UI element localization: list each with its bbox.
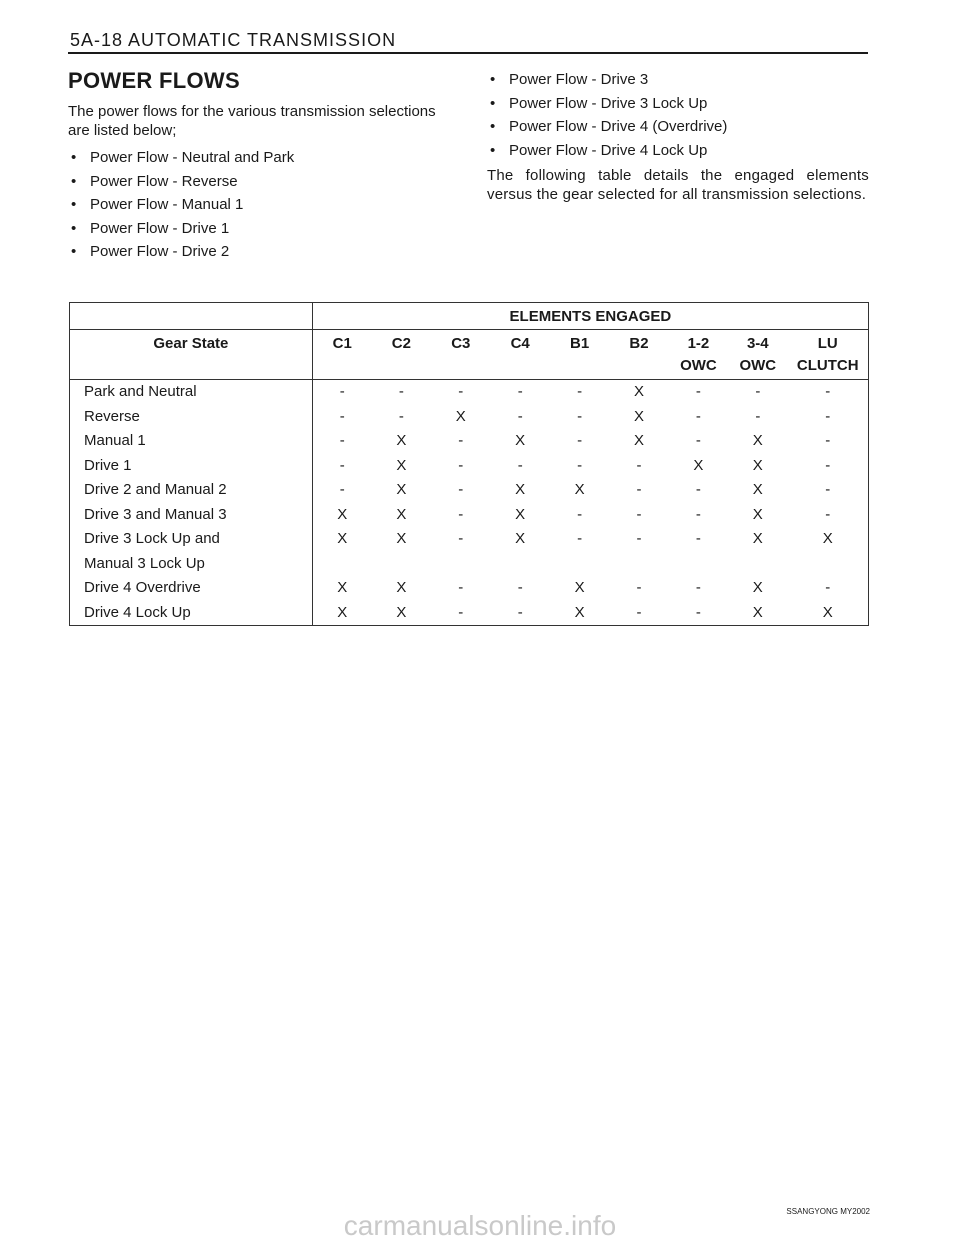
engagement-cell: X — [396, 481, 407, 498]
engagement-cell: X — [633, 407, 644, 425]
engagement-cell: - — [695, 505, 701, 523]
engagement-cell: X — [515, 481, 526, 498]
intro-paragraph: The power flows for the various transmission selections are listed below; — [68, 103, 436, 139]
engagement-cell: - — [695, 579, 701, 596]
engagement-cell: - — [339, 432, 345, 449]
power-flow-list-right — [487, 68, 869, 162]
element-column-header: 1-2 OWC — [680, 335, 717, 374]
engagement-cell: - — [609, 601, 668, 626]
table-row — [70, 601, 869, 626]
engagement-cell: - — [636, 579, 642, 596]
engagement-cell: - — [788, 576, 869, 601]
engagement-cell: - — [490, 601, 549, 626]
table-row — [70, 405, 869, 430]
gear-state-cell: Drive 2 and Manual 2 — [70, 478, 313, 503]
engagement-cell: - — [577, 505, 583, 523]
engagement-cell: - — [431, 601, 490, 626]
engagement-cell: - — [577, 530, 583, 547]
engagement-cell: - — [577, 407, 583, 425]
gear-state-cell: Park and Neutral — [70, 380, 313, 405]
element-column-header: C2 — [391, 335, 411, 352]
engagement-cell: - — [788, 405, 869, 430]
engagement-cell: - — [577, 383, 583, 400]
engagement-cell: - — [695, 481, 701, 498]
page-header-title: 5A-18 AUTOMATIC TRANSMISSION — [70, 30, 397, 50]
engagement-cell: - — [695, 407, 701, 425]
element-column-header: C3 — [451, 335, 471, 352]
power-flow-item: • Power Flow - Drive 3 Lock Up — [487, 92, 869, 116]
engagement-cell: X — [633, 432, 644, 449]
engagement-cell: X — [372, 601, 431, 626]
power-flow-list-left — [68, 146, 458, 264]
engagement-cell: X — [693, 456, 704, 474]
table-row — [70, 380, 869, 405]
power-flow-item: • Power Flow - Drive 4 Lock Up — [487, 139, 869, 163]
engagement-cell: - — [458, 432, 464, 449]
element-column-header: B1 — [570, 335, 590, 352]
engagement-cell: X — [752, 505, 763, 523]
engagement-cell: X — [337, 579, 348, 596]
engagement-cell: - — [458, 505, 464, 523]
power-flow-item: • Power Flow - Drive 2 — [68, 240, 458, 264]
engagement-cell: - — [517, 383, 523, 400]
engagement-cell: - — [517, 456, 523, 474]
element-column-header: LU CLUTCH — [788, 330, 869, 380]
engagement-cell: - — [577, 456, 583, 474]
engagement-cell: - — [517, 407, 523, 425]
engagement-cell: - — [339, 481, 345, 498]
group-header: ELEMENTS ENGAGED — [312, 303, 868, 330]
engagement-cell: X — [752, 456, 763, 474]
gear-state-cell: Drive 3 and Manual 3 — [70, 503, 313, 528]
engagement-cell: - — [458, 456, 464, 474]
engagement-cell: X — [396, 432, 407, 449]
engagement-cell: - — [788, 380, 869, 405]
elements-engaged-table — [69, 302, 869, 626]
engagement-cell: - — [458, 579, 464, 596]
engagement-cell: - — [458, 530, 464, 547]
engagement-cell: X — [515, 530, 526, 547]
engagement-cell: - — [788, 478, 869, 503]
engagement-cell: X — [515, 505, 526, 523]
engagement-cell: X — [337, 530, 348, 547]
engagement-cell: - — [669, 601, 728, 626]
engagement-cell: - — [458, 383, 464, 400]
engagement-cell: X — [752, 432, 763, 449]
engagement-cell: X — [455, 407, 466, 425]
gear-state-cell: Drive 4 Overdrive — [70, 576, 313, 601]
engagement-cell: X — [396, 456, 407, 474]
engagement-cell: - — [788, 429, 869, 454]
table-row — [70, 576, 869, 601]
engagement-cell: X — [633, 383, 644, 400]
element-column-header: C1 — [332, 335, 352, 352]
power-flow-item: • Power Flow - Drive 4 (Overdrive) — [487, 115, 869, 139]
engagement-cell: X — [574, 579, 585, 596]
engagement-cell: - — [755, 407, 761, 425]
engagement-cell: X — [396, 505, 407, 523]
engagement-cell: X — [788, 601, 869, 626]
engagement-cell: X — [312, 601, 371, 626]
engagement-cell: - — [695, 432, 701, 449]
engagement-cell: X — [515, 432, 526, 449]
gear-state-cell: Drive 3 Lock Up and Manual 3 Lock Up — [70, 527, 313, 576]
engagement-cell: - — [458, 481, 464, 498]
engagement-cell: - — [695, 383, 701, 400]
element-column-header: C4 — [510, 335, 530, 352]
gear-state-cell: Drive 4 Lock Up — [70, 601, 313, 626]
engagement-cell: X — [396, 579, 407, 596]
gear-state-header: Gear State — [70, 330, 313, 380]
engagement-cell: X — [752, 530, 763, 547]
right-column — [487, 68, 869, 210]
engagement-cell: - — [398, 383, 404, 400]
gear-state-cell: Drive 1 — [70, 454, 313, 479]
watermark: carmanualsonline.info — [343, 1210, 617, 1241]
gear-state-cell: Manual 1 — [70, 429, 313, 454]
gear-state-cell: Reverse — [70, 405, 313, 430]
power-flow-item: • Power Flow - Drive 1 — [68, 217, 458, 241]
engagement-cell: X — [788, 527, 869, 576]
engagement-cell: - — [636, 530, 642, 547]
element-column-header: B2 — [629, 335, 649, 352]
power-flow-item: • Power Flow - Neutral and Park — [68, 146, 458, 170]
engagement-cell: X — [752, 579, 763, 596]
footer-brand: SSANGYONG MY2002 — [786, 1207, 870, 1216]
engagement-cell: - — [577, 432, 583, 449]
table-corner-cell — [70, 303, 313, 330]
table-row — [70, 429, 869, 454]
engagement-cell: X — [337, 505, 348, 523]
section-title: POWER FLOWS — [68, 68, 240, 93]
table-row — [70, 478, 869, 503]
engagement-cell: X — [728, 601, 787, 626]
engagement-cell: X — [396, 530, 407, 547]
engagement-cell: - — [695, 530, 701, 547]
engagement-cell: - — [339, 456, 345, 474]
engagement-cell: X — [550, 601, 609, 626]
header-divider — [68, 52, 868, 54]
engagement-cell: - — [636, 481, 642, 498]
power-flow-item: • Power Flow - Manual 1 — [68, 193, 458, 217]
engagement-cell: - — [636, 456, 642, 474]
table-row — [70, 454, 869, 479]
closing-paragraph: The following table details the engaged elements versus the gear selected for all transmission selections. — [487, 167, 869, 203]
element-column-header: 3-4 OWC — [739, 335, 777, 374]
engagement-cell: - — [339, 407, 345, 425]
table-row — [70, 527, 869, 576]
left-column — [68, 68, 458, 264]
engagement-cell: - — [788, 454, 869, 479]
engagement-cell: - — [788, 503, 869, 528]
engagement-cell: X — [574, 481, 585, 498]
table-row — [70, 503, 869, 528]
power-flow-item: • Power Flow - Reverse — [68, 170, 458, 194]
engagement-cell: - — [517, 579, 523, 596]
engagement-cell: - — [636, 505, 642, 523]
engagement-cell: - — [339, 383, 345, 400]
engagement-cell: - — [755, 383, 761, 400]
power-flow-item: • Power Flow - Drive 3 — [487, 68, 869, 92]
engagement-cell: - — [398, 407, 404, 425]
engagement-cell: X — [752, 481, 763, 498]
